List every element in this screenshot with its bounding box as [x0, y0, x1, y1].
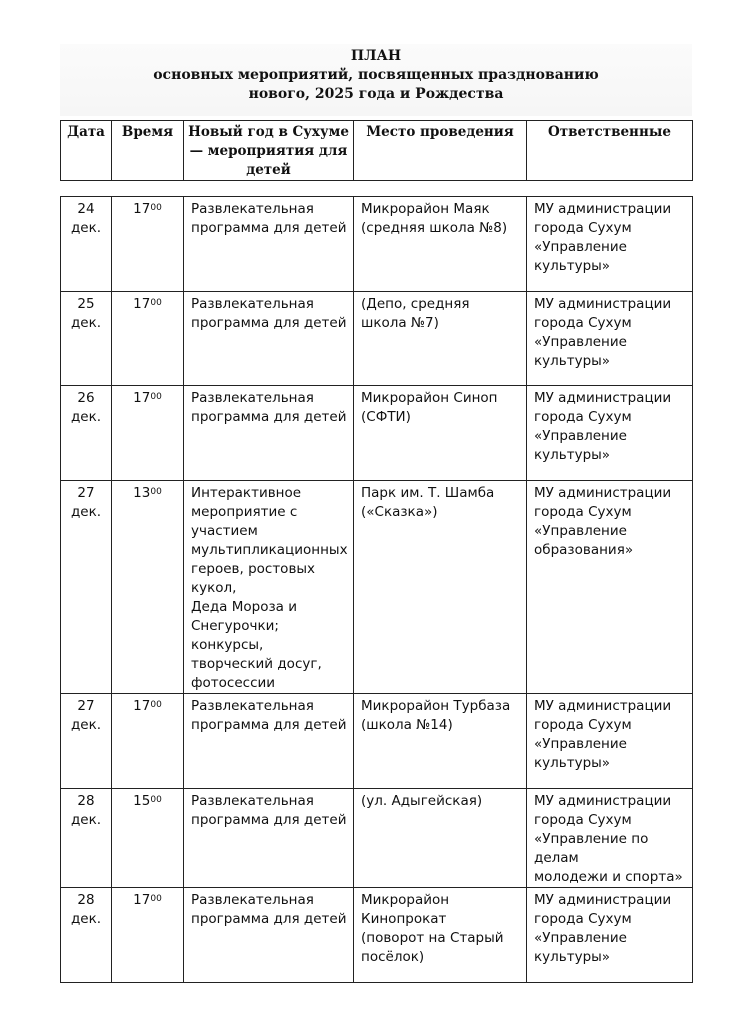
- cell-time: [112, 888, 184, 983]
- time-hours: 15: [133, 793, 151, 809]
- time-hours: 17: [133, 892, 151, 908]
- cell-time: [112, 789, 184, 888]
- cell-time: [112, 386, 184, 481]
- table-row: [61, 481, 693, 694]
- time-hours: 17: [133, 201, 151, 217]
- cell-event: Интерактивное мероприятие с участием мультипликационных героев, ростовых кукол, Деда Мороза и Снегурочки; конкурсы, творческий досуг, фотосессии: [184, 481, 354, 694]
- table-row: [61, 386, 693, 481]
- cell-date: 28 дек.: [61, 888, 112, 983]
- schedule-header-table: [60, 120, 693, 181]
- cell-event: Развлекательная программа для детей: [184, 888, 354, 983]
- time-minutes: 00: [150, 795, 162, 805]
- header-responsible: Ответственные: [527, 121, 693, 181]
- cell-responsible: МУ администрации города Сухум «Управление культуры»: [527, 386, 693, 481]
- table-row: [61, 197, 693, 292]
- schedule-body-table: [60, 196, 693, 983]
- cell-responsible: МУ администрации города Сухум «Управление культуры»: [527, 197, 693, 292]
- cell-event: Развлекательная программа для детей: [184, 694, 354, 789]
- cell-place: (ул. Адыгейская): [354, 789, 527, 888]
- header-place: Место проведения: [354, 121, 527, 181]
- header-event: Новый год в Сухуме — мероприятия для детей: [184, 121, 354, 181]
- title-line-subject: основных мероприятий, посвященных празднованию: [153, 67, 599, 83]
- table-row: [61, 694, 693, 789]
- cell-date: 28 дек.: [61, 789, 112, 888]
- cell-date: 26 дек.: [61, 386, 112, 481]
- table-row: [61, 888, 693, 983]
- cell-event: Развлекательная программа для детей: [184, 789, 354, 888]
- time-hours: 17: [133, 698, 151, 714]
- title-line-occasion: нового, 2025 года и Рождества: [248, 86, 504, 102]
- time-minutes: 00: [150, 894, 162, 904]
- cell-place: Микрорайон Маяк (средняя школа №8): [354, 197, 527, 292]
- cell-place: Микрорайон Турбаза (школа №14): [354, 694, 527, 789]
- time-minutes: 00: [150, 392, 162, 402]
- cell-place: Микрорайон Кинопрокат (поворот на Старый посёлок): [354, 888, 527, 983]
- cell-place: Микрорайон Синоп (СФТИ): [354, 386, 527, 481]
- cell-event: Развлекательная программа для детей: [184, 197, 354, 292]
- cell-place: Парк им. Т. Шамба («Сказка»): [354, 481, 527, 694]
- document-title: [60, 44, 692, 116]
- table-row: [61, 789, 693, 888]
- cell-time: [112, 292, 184, 386]
- time-minutes: 00: [150, 700, 162, 710]
- time-minutes: 00: [150, 298, 162, 308]
- time-hours: 13: [133, 485, 151, 501]
- header-row: [61, 121, 693, 181]
- time-minutes: 00: [150, 203, 162, 213]
- title-line-plan: ПЛАН: [350, 48, 402, 64]
- header-time: Время: [112, 121, 184, 181]
- cell-responsible: МУ администрации города Сухум «Управление образования»: [527, 481, 693, 694]
- cell-date: 25 дек.: [61, 292, 112, 386]
- time-hours: 17: [133, 296, 151, 312]
- header-date: Дата: [61, 121, 112, 181]
- cell-responsible: МУ администрации города Сухум «Управление по делам молодежи и спорта»: [527, 789, 693, 888]
- time-minutes: 00: [150, 487, 162, 497]
- cell-time: [112, 197, 184, 292]
- cell-date: 27 дек.: [61, 481, 112, 694]
- cell-time: [112, 481, 184, 694]
- table-row: [61, 292, 693, 386]
- cell-event: Развлекательная программа для детей: [184, 386, 354, 481]
- cell-event: Развлекательная программа для детей: [184, 292, 354, 386]
- cell-date: 27 дек.: [61, 694, 112, 789]
- cell-responsible: МУ администрации города Сухум «Управление культуры»: [527, 888, 693, 983]
- cell-place: (Депо, средняя школа №7): [354, 292, 527, 386]
- cell-time: [112, 694, 184, 789]
- cell-responsible: МУ администрации города Сухум «Управление культуры»: [527, 694, 693, 789]
- cell-date: 24 дек.: [61, 197, 112, 292]
- time-hours: 17: [133, 390, 151, 406]
- cell-responsible: МУ администрации города Сухум «Управление культуры»: [527, 292, 693, 386]
